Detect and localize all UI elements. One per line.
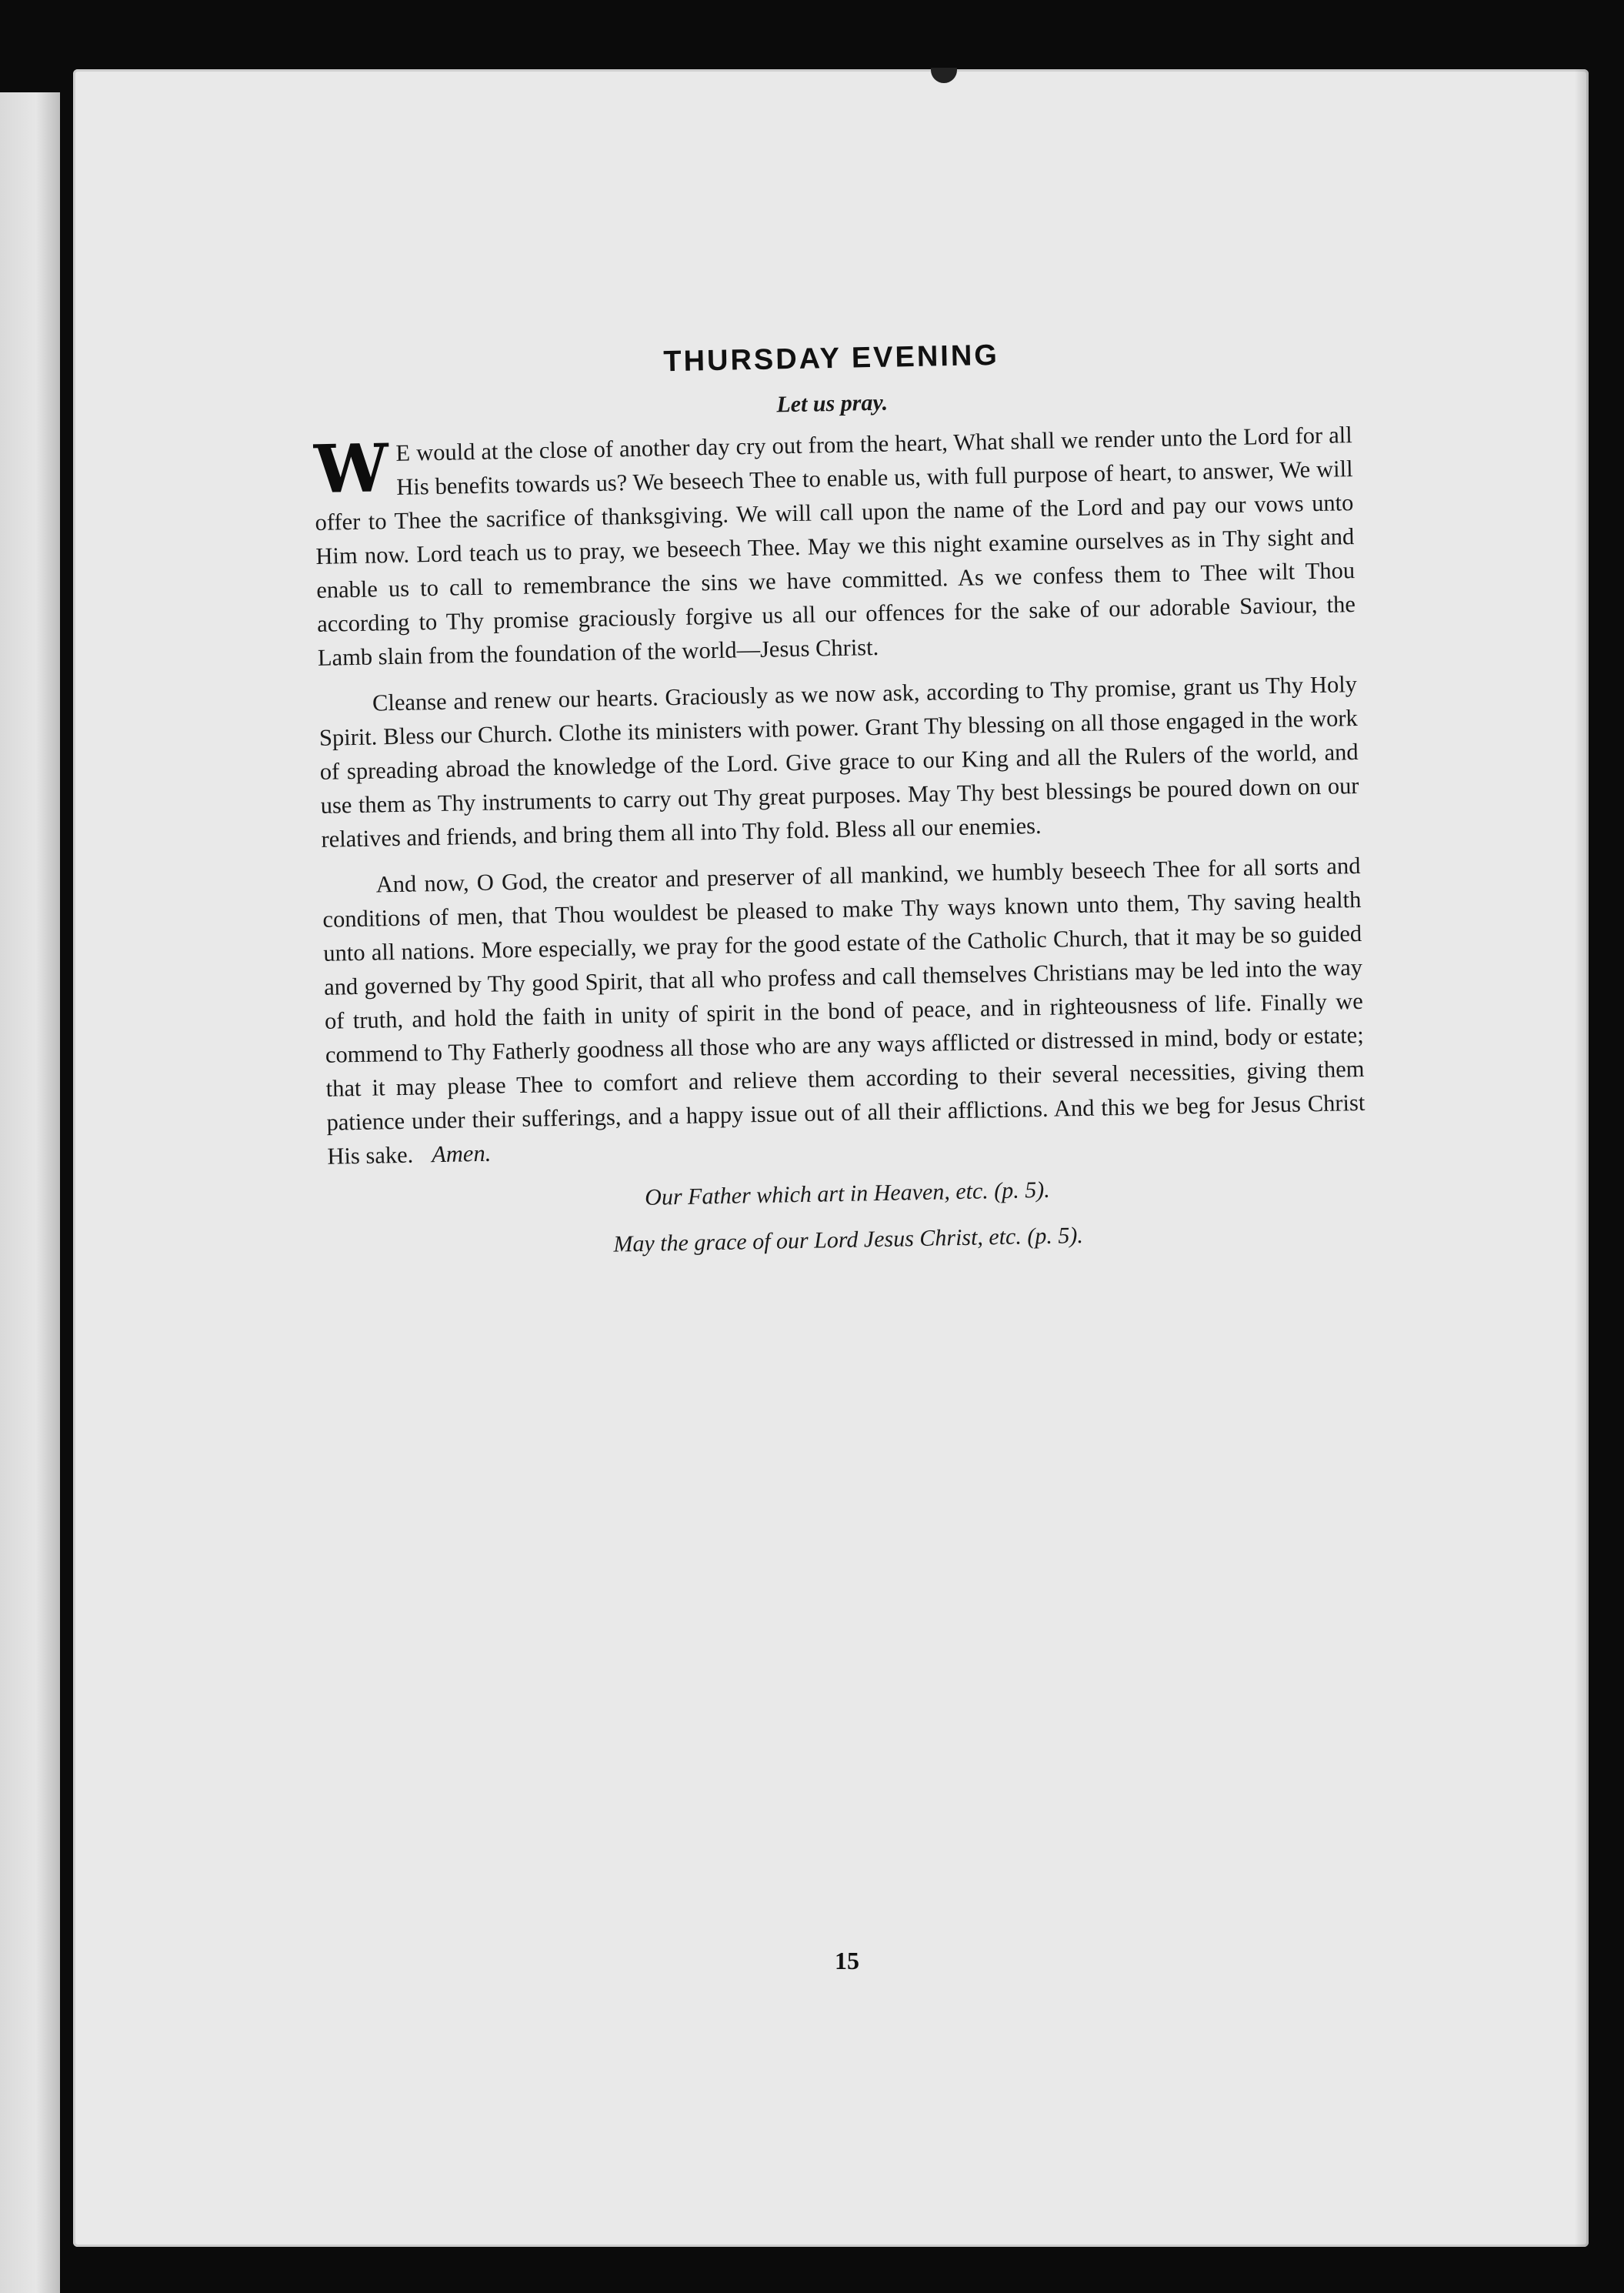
previous-page-edge <box>0 92 60 2293</box>
drop-cap-letter: W <box>313 429 386 509</box>
lords-prayer-reference: Our Father which art in Heaven, etc. (p. 5). <box>644 1177 1051 1210</box>
paragraph-1-text: E would at the close of another day cry out from the heart, What shall we render unto the Lord for all His benefits towards us? We beseech Thee to enable us, with full purpose of heart, to answer, We will offer to Thee the sacrifice of thanksgiving. We will call upon the name of the Lord and pay our vows unto Him now. Lord teach us to pray, we beseech Thee. May we this night examine ourselves as in Thy sight and enable us to call to remembrance the sins we have committed. As we confess them to Thee wilt Thou according to Thy promise graciously forgive us all our offences for the sake of our adorable Saviour, the Lamb slain from the foundation of the world—Jesus Christ. <box>315 422 1356 671</box>
prayer-heading: Let us pray. <box>776 389 889 418</box>
grace-reference: May the grace of our Lord Jesus Christ, etc. (p. 5). <box>613 1222 1084 1257</box>
page-number: 15 <box>835 1947 859 1974</box>
page-edge-shadow <box>1575 69 1589 2247</box>
page-content <box>312 319 1368 1269</box>
page-title: THURSDAY EVENING <box>662 339 1000 379</box>
prayer-paragraph-3 <box>322 849 1366 1173</box>
prayer-paragraph-2: Cleanse and renew our hearts. Graciously as we now ask, according to Thy promise, grant us Thy Holy Spirit. Bless our Church. Clothe its ministers with power. Grant Thy blessing on all those engaged in the work of spreading abroad the knowledge of the Lord. Give grace to our King and all the Rulers of the world, and use them as Thy instruments to carry out Thy great purposes. May Thy best blessings be poured down on our relatives and friends, and bring them all into Thy fold. Bless all our enemies. <box>318 670 1359 853</box>
paragraph-3-text: And now, O God, the creator and preserver of all mankind, we humbly beseech Thee for all sorts and conditions of men, that Thou wouldest be pleased to make Thy ways known unto them, Thy saving health unto all nations. More especially, we pray for the good estate of the Catholic Church, that it may be so guided and governed by Thy good Spirit, that all who profess and call themselves Christians may be led into the way of truth, and hold the faith in unity of spirit in the bond of peace, and in righteousness of life. Finally we commend to Thy Fatherly goodness all those who are any ways afflicted or distressed in mind, body or estate; that it may please Thee to comfort and relieve them according to their several necessities, giving them patience under their sufferings, and a happy issue out of all their afflictions. And this we beg for Jesus Christ His sake. <box>322 852 1366 1170</box>
prayer-paragraph-1 <box>313 418 1356 675</box>
amen-text: Amen. <box>431 1140 492 1168</box>
